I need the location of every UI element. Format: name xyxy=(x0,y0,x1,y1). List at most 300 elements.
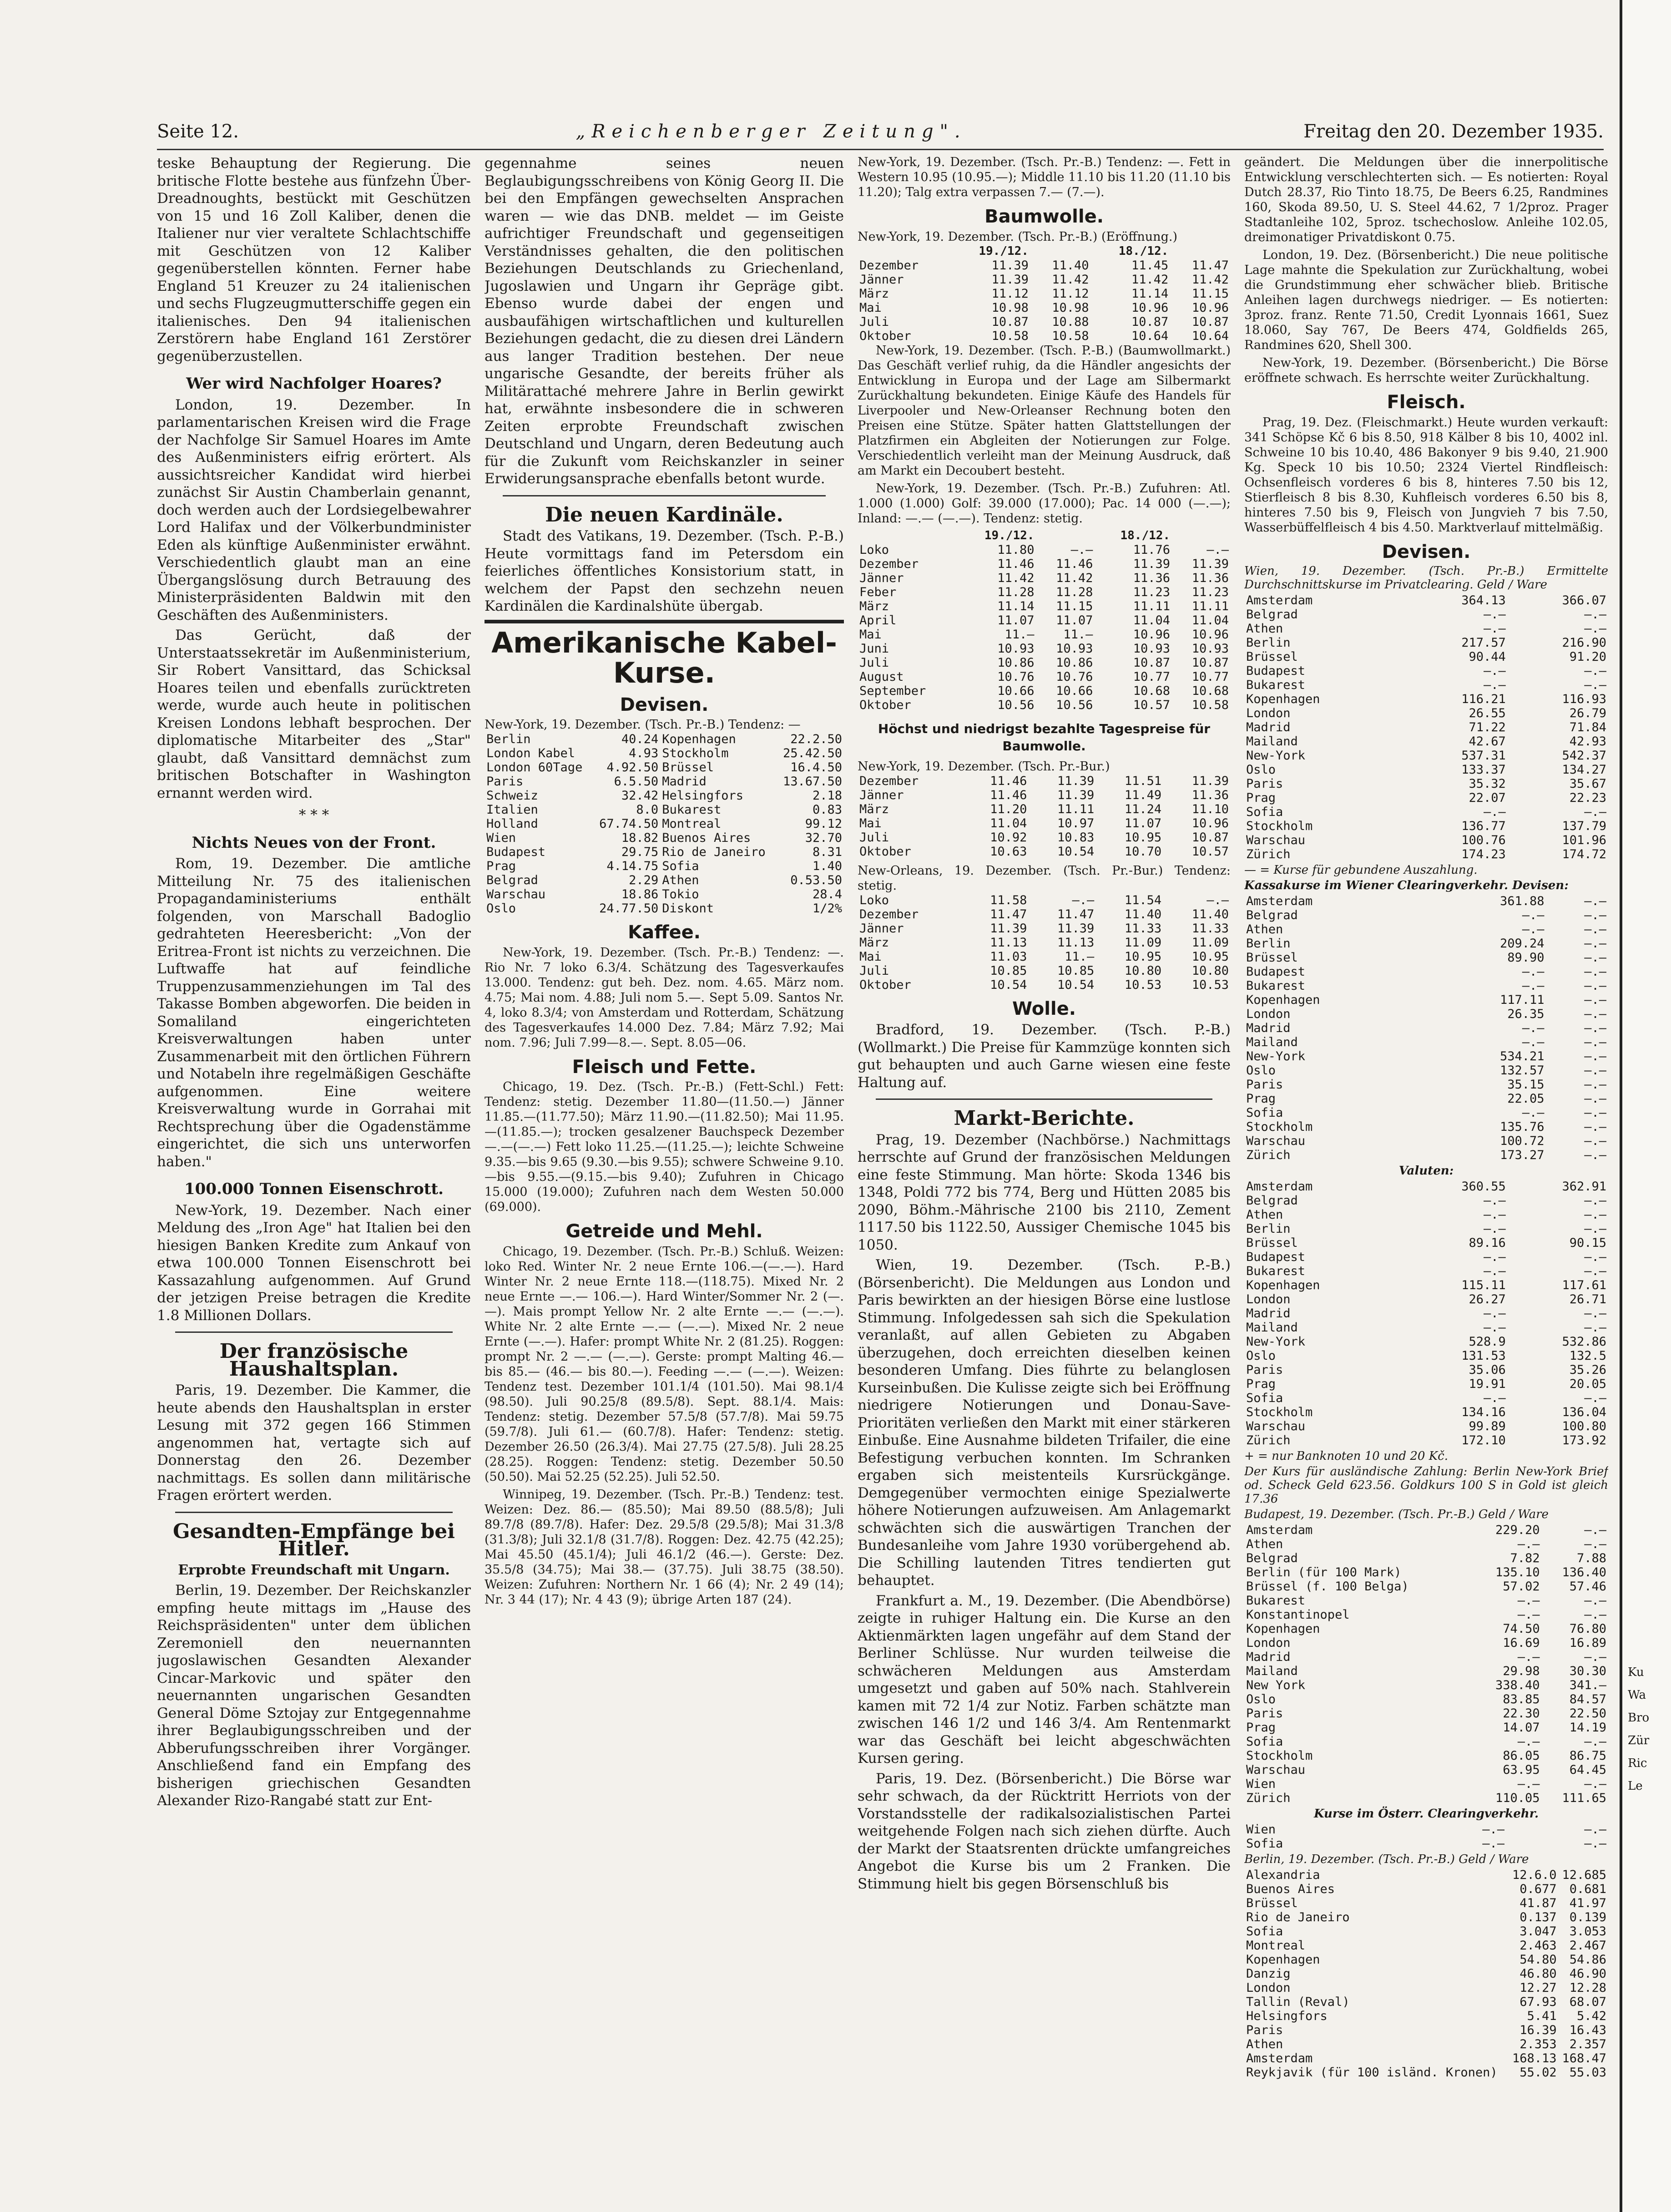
row-value: 100.72 xyxy=(1499,1134,1545,1148)
row-value: —.— xyxy=(1584,951,1606,965)
row-value: 11.46 xyxy=(997,557,1035,571)
row-value: 10.77 xyxy=(1191,669,1229,684)
paragraph: Berlin, 19. Dezember. Der Reichskanzler empfing heute mittags im „Hause des Reichspräsidenten" unter dem üblichen Zeremoniell den neuernannten jugoslawischen Gesandten Alexander Cincar-Markovic und später den neuernannten ungarischen Gesandten General Döme Sztojay zur Entgegennahme ihrer Beglaubigungsschreiben und der Abberufungsschreiben ihrer Vorgänger. Anschließend fand ein Empfang des bisherigen griechischen Gesandten Alexander Rizo-Rangabé statt zur Ent- xyxy=(157,1582,471,1809)
row-label: Oslo xyxy=(1246,1692,1276,1706)
row-value: 4.93 xyxy=(629,746,659,760)
row-label: Jänner xyxy=(859,921,904,936)
row-label: Reykjavik (für 100 isländ. Kronen) xyxy=(1246,2065,1498,2080)
row-value: 11.46 xyxy=(1056,557,1093,571)
row-label: Oktober xyxy=(859,329,911,343)
table-row xyxy=(1244,1537,1608,1551)
valuten-note: + = nur Banknoten 10 und 20 Kč. xyxy=(1244,1449,1448,1463)
row-value: 10.86 xyxy=(1056,655,1093,670)
row-value: —.— xyxy=(1584,1035,1606,1049)
table-row xyxy=(485,859,844,873)
table-row xyxy=(858,816,1231,830)
row-value: —.— xyxy=(1584,1837,1606,1851)
row-value: 10.64 xyxy=(1131,329,1169,343)
row-value: 10.97 xyxy=(1057,816,1095,830)
row-label: Belgrad xyxy=(486,873,538,887)
row-value: 11.51 xyxy=(1124,774,1162,788)
row-value: —.— xyxy=(1584,1021,1606,1035)
row-value: 10.85 xyxy=(1057,963,1095,978)
row-label: Amsterdam xyxy=(1246,894,1313,908)
row-value: 173.92 xyxy=(1562,1433,1606,1448)
baumwolle-report: New-York, 19. Dezember. (Tsch. P.-B.) (Baumwollmarkt.) Das Geschäft verlief ruhig, da die Händler angesichts der Entwicklung in Europa und der Lage am Silbermarkt Zurückhaltung bekundeten. Einige Käufe des Handels für Liverpooler und New-Orleanser Rechnung boten den Preisen eine Stütze. Später hatten Glattstellungen der Platzfirmen ein Abgleiten der Notierungen zur Folge. Verschiedentlich verleiht man der Meinung Ausdruck, daß am Markt ein Decoubert besteht. xyxy=(858,343,1231,478)
row-value: 117.11 xyxy=(1499,993,1545,1007)
row-value: —.— xyxy=(1522,965,1545,979)
headline-hitler: Gesandten-Empfänge bei Hitler. xyxy=(172,1519,455,1560)
row-value: —.— xyxy=(1483,1208,1506,1222)
row-value: —.— xyxy=(1584,993,1606,1007)
table-row xyxy=(858,571,1231,585)
row-value: —.— xyxy=(1517,1537,1540,1551)
row-value: —.— xyxy=(1207,542,1229,557)
table-row xyxy=(1244,2009,1608,2023)
row-value: 10.80 xyxy=(1191,963,1229,978)
table-row xyxy=(1244,1292,1608,1306)
row-value: 11.39 xyxy=(1057,921,1095,936)
row-label: Oktober xyxy=(859,844,911,859)
berlin-table xyxy=(1244,1868,1608,2080)
row-value: 11.09 xyxy=(1124,935,1162,950)
row-label: März xyxy=(859,802,889,816)
row-label: Budapest xyxy=(486,845,546,859)
table-row xyxy=(1244,1179,1608,1194)
row-value: —.— xyxy=(1584,1092,1606,1106)
row-value: 0.137 xyxy=(1520,1910,1557,1924)
row-label: Dezember xyxy=(859,258,919,273)
divider xyxy=(876,1098,1212,1100)
row-value: 10.95 xyxy=(1191,949,1229,964)
row-value: 137.79 xyxy=(1562,819,1606,833)
table-row xyxy=(1244,1896,1608,1910)
row-value: 11.15 xyxy=(1056,599,1093,613)
table-row xyxy=(485,803,844,817)
row-value: 11.13 xyxy=(990,935,1027,950)
row-label: Athen xyxy=(1246,1208,1283,1222)
table-row xyxy=(1244,1678,1608,1692)
table-header-row xyxy=(858,529,1231,543)
row-value: 2.29 xyxy=(629,873,659,887)
row-label: Wien xyxy=(486,831,516,845)
table-row xyxy=(1244,1377,1608,1391)
berlin-note: Der Kurs für ausländische Zahlung: Berlin New-York Brief od. Scheck Geld 623.56. Goldkurs 100 S in Gold ist gleich 17.36 xyxy=(1244,1465,1608,1506)
table-row xyxy=(1244,1035,1608,1049)
baumwolle-header-2: New-York, 19. Dezember. (Tsch. Pr.-B.) Zufuhren: Atl. 1.000 (1.000) Golf: 39.000 (17.000); Pac. 14 000 (—.—); Inland: —.— (—.—). Tendenz: stetig. xyxy=(858,481,1231,526)
budapest-header: Budapest, 19. Dezember. (Tsch. Pr.-B.) Geld / Ware xyxy=(1244,1508,1549,1521)
row-value: 11.39 xyxy=(991,258,1029,273)
column-4 xyxy=(1244,155,1608,2193)
table-row xyxy=(1244,1092,1608,1106)
row-label: London Kabel xyxy=(486,746,576,760)
row-label: Sofia xyxy=(1246,1924,1283,1939)
table-row xyxy=(1244,1837,1608,1851)
row-value: 13.67.50 xyxy=(782,774,842,789)
row-value: —.— xyxy=(1522,979,1545,993)
row-value: 11.20 xyxy=(990,802,1027,816)
article-continuation: gegennahme seines neuen Beglaubigungsschreibens von König Georg II. Die bei den Empfängen gewechselten Ansprachen waren — wie das DNB. meldet — im Geiste aufrichtiger Freundschaft und gegenseitigen Verständnisses gehalten, die den politischen Beziehungen Deutschlands zu Griechenland, Jugoslawien und Ungarn ihr Gepräge gibt. Ebenso wurde dabei der engen und ausbaufähigen wirtschaftlichen und kulturellen Beziehungen gedacht, die zu diesen drei Ländern aus langer Tradition bestehen. Der neue ungarische Gesandte, der bereits früher als Militärattaché mehrere Jahre in Berlin gewirkt hat, erwähnte insbesondere die in schweren Zeiten erprobte Freundschaft zwischen Deutschland und Ungarn, deren Bedeutung auch für die Zukunft vom Reichskanzler in seiner Erwiderungsansprache ebenfalls betont wurde. xyxy=(485,155,844,487)
row-value: 11.36 xyxy=(1133,571,1171,585)
row-value: 30.30 xyxy=(1569,1664,1606,1678)
row-value: —.— xyxy=(1522,922,1545,936)
row-value: 10.54 xyxy=(1057,977,1095,992)
article-continuation: teske Behauptung der Regierung. Die britische Flotte bestehe aus fünfzehn Über-Dreadnoughts, bestückt mit Geschützen von 15 und 16 Zoll Kaliber, denen die Italiener nur vier veraltete Schlachtschiffe mit Geschützen von 12 Kaliber gegenüberstellen könnten. Ferner habe England 51 Kreuzer zu 24 italienischen und sechs Flugzeugmutterschiffe gegen ein italienisches. Den 94 italienischen Zerstörern habe England 161 Zerstörer gegenüberzustellen. xyxy=(157,155,471,364)
row-value: 32.42 xyxy=(621,789,659,803)
table-row xyxy=(485,901,844,916)
row-label: Athen xyxy=(1246,622,1283,636)
row-label: Zürich xyxy=(1246,1148,1291,1162)
table-header-row xyxy=(858,244,1231,258)
row-label: Brüssel xyxy=(662,760,714,774)
row-label: Brüssel xyxy=(1246,650,1298,664)
row-label: Brüssel xyxy=(1246,1236,1298,1250)
table-row xyxy=(1244,1868,1608,1882)
column-header xyxy=(1030,244,1091,258)
issue-date: Freitag den 20. Dezember 1935. xyxy=(1303,121,1604,142)
row-value: 10.93 xyxy=(1056,641,1093,656)
row-value: 11.46 xyxy=(990,788,1027,802)
row-label: Dezember xyxy=(859,774,919,788)
row-label: Sofia xyxy=(662,859,699,873)
row-value: 100.76 xyxy=(1461,833,1506,847)
row-label: Amsterdam xyxy=(1246,1179,1313,1194)
table-row xyxy=(1244,1306,1608,1321)
row-value: 12.6.0 xyxy=(1512,1868,1557,1882)
row-label: Brüssel (f. 100 Belga) xyxy=(1246,1579,1409,1594)
row-label: Mai xyxy=(859,816,882,830)
baumwolle-table xyxy=(858,244,1231,343)
table-row xyxy=(1244,951,1608,965)
row-label: Brüssel xyxy=(1246,951,1298,965)
row-value: 11.47 xyxy=(1057,907,1095,921)
row-value: 10.58 xyxy=(1052,329,1089,343)
valuten-table xyxy=(1244,1179,1608,1448)
kurse-note: — = Kurse für gebundene Auszahlung. xyxy=(1244,863,1478,877)
column-header xyxy=(858,529,959,543)
row-value: 361.88 xyxy=(1499,894,1545,908)
table-row xyxy=(1244,1995,1608,2009)
table-row xyxy=(1244,1608,1608,1622)
row-value: 10.64 xyxy=(1191,329,1229,343)
row-value: 35.06 xyxy=(1469,1363,1506,1377)
table-row xyxy=(1244,1749,1608,1763)
row-label: Loko xyxy=(859,893,889,907)
adjacent-text-fragment: Ric xyxy=(1628,1756,1647,1770)
paris-report: Paris, 19. Dez. (Börsenbericht.) Die Börse war sehr schwach, da der Rücktritt Herriots von der Vorstandsstelle der radikalsozialistischen Partei weitgehende Folgen nach sich ziehen dürfte. Auch der Markt der Staatsrenten drückte umfangreiches Angebot die Kurse bis um 2 Franken. Die Stimmung hielt bis gegen Börsenschluß bis xyxy=(858,1770,1231,1892)
table-row xyxy=(1244,1250,1608,1264)
row-label: Belgrad xyxy=(1246,1551,1298,1565)
table-row xyxy=(1244,692,1608,706)
table-row xyxy=(1244,1433,1608,1448)
table-row xyxy=(1244,2023,1608,2037)
table-row xyxy=(1244,1735,1608,1749)
table-row xyxy=(485,732,844,746)
row-label: Wien xyxy=(1246,1777,1276,1791)
row-label: März xyxy=(859,935,889,950)
row-value: 18.86 xyxy=(621,887,659,901)
row-value: 110.05 xyxy=(1495,1791,1540,1805)
row-label: Mai xyxy=(859,627,882,642)
divider xyxy=(175,1512,453,1513)
row-label: Oslo xyxy=(1246,763,1276,777)
table-row xyxy=(1244,607,1608,622)
table-row xyxy=(858,273,1231,287)
row-label: Stockholm xyxy=(1246,1749,1313,1763)
row-value: 10.98 xyxy=(991,300,1029,315)
row-label: Prag xyxy=(1246,1377,1276,1391)
table-row xyxy=(1244,922,1608,936)
table-row xyxy=(1244,1622,1608,1636)
winnipeg-report: Winnipeg, 19. Dezember. (Tsch. Pr.-B.) Tendenz: test. Weizen: Dez. 86.— (85.50); Mai 89.50 (88.5/8); Juli 89.7/8 (89.7/8). Hafer: Dez. 29.5/8 (29.5/8); Mai 31.3/8 (31.3/8); Juli 32.1/8 (31.7/8). Roggen: Dez. 42.75 (42.25); Mai 45.50 (45.1/4); Juli 46.1/2 (46.—). Gerste: Dez. 35.5/8 (34.75); Mai 38.— (37.75). Juli 38.75 (38.50). Weizen: Zufuhren: Northern Nr. 1 66 (4); Nr. 2 49 (14); Nr. 3 44 (17); Nr. 4 43 (9); übrige Arten 187 (24). xyxy=(485,1487,844,1607)
paragraph: Stadt des Vatikans, 19. Dezember. (Tsch. P.-B.) Heute vormittags fand im Petersdom ein feierliches öffentliches Konsistorium statt, in welchem der Papst den sechzehn neuen Kardinälen die Kardinalshüte übergab. xyxy=(485,528,844,614)
row-value: 532.86 xyxy=(1562,1335,1606,1349)
row-value: 10.80 xyxy=(1124,963,1162,978)
row-value: 2.467 xyxy=(1569,1939,1606,1953)
headline-front: Nichts Neues von der Front. xyxy=(192,833,436,852)
table-row xyxy=(1244,720,1608,734)
row-value: 10.70 xyxy=(1124,844,1162,859)
oesterr-table xyxy=(1244,1822,1608,1851)
column-header xyxy=(1170,244,1231,258)
row-value: 86.75 xyxy=(1569,1749,1606,1763)
row-value: —.— xyxy=(1072,893,1095,907)
table-row xyxy=(1244,622,1608,636)
row-value: 16.39 xyxy=(1520,2023,1557,2037)
table-row xyxy=(1244,2037,1608,2051)
table-row xyxy=(1244,1078,1608,1092)
row-value: 42.93 xyxy=(1569,734,1606,749)
row-value: 528.9 xyxy=(1469,1335,1506,1349)
row-value: 22.50 xyxy=(1569,1706,1606,1721)
row-value: —.— xyxy=(1522,1035,1545,1049)
paris-continuation: geändert. Die Meldungen über die innerpolitische Entwicklung verschlechterten sich. — Es notierten: Royal Dutch 28.37, Rio Tinto 18.75, De Beers 6.25, Randmines 160, Skoda 89.50, U. S. Steel 44.62, 7 1/2proz. Prager Stadtanleihe 102, 5proz. tschechoslow. Anleihe 102.05, dreimonatiger Privatdiskont 0.75. xyxy=(1244,155,1608,244)
table-row xyxy=(1244,894,1608,908)
table-row xyxy=(858,258,1231,273)
row-value: 67.93 xyxy=(1520,1995,1557,2009)
row-value: 10.57 xyxy=(1191,844,1229,859)
row-value: 10.87 xyxy=(1191,655,1229,670)
row-label: Mailand xyxy=(1246,1035,1298,1049)
table-row xyxy=(1244,993,1608,1007)
table-row xyxy=(1244,2065,1608,2080)
row-label: London xyxy=(1246,1007,1291,1021)
table-row xyxy=(1244,1777,1608,1791)
table-row xyxy=(1244,1650,1608,1664)
row-value: 10.77 xyxy=(1133,669,1171,684)
row-value: 8.31 xyxy=(812,845,842,859)
table-row xyxy=(1244,1763,1608,1777)
row-value: 10.56 xyxy=(1056,698,1093,712)
row-value: 101.96 xyxy=(1562,833,1606,847)
hoechst-table xyxy=(858,774,1231,859)
kassakurse-table xyxy=(1244,894,1608,1162)
row-value: —.— xyxy=(1483,805,1506,819)
table-row xyxy=(1244,1692,1608,1706)
table-row xyxy=(858,893,1231,907)
row-label: Mailand xyxy=(1246,734,1298,749)
row-label: Bukarest xyxy=(1246,678,1306,692)
baumwolle-header: New-York, 19. Dezember. (Tsch. Pr.-B.) (Eröffnung.) xyxy=(858,229,1177,244)
table-row xyxy=(858,628,1231,642)
table-row xyxy=(1244,1363,1608,1377)
row-value: 11.47 xyxy=(1191,258,1229,273)
row-value: 360.55 xyxy=(1461,1179,1506,1194)
row-value: —.— xyxy=(1584,1777,1606,1791)
row-value: —.— xyxy=(1584,1594,1606,1608)
row-value: 11.76 xyxy=(1133,542,1171,557)
row-value: 11.23 xyxy=(1191,585,1229,599)
row-label: Brüssel xyxy=(1246,1896,1298,1910)
row-label: März xyxy=(859,286,889,301)
row-label: Dezember xyxy=(859,907,919,921)
row-value: —.— xyxy=(1584,979,1606,993)
row-value: 26.27 xyxy=(1469,1292,1506,1306)
row-value: 11.12 xyxy=(1052,286,1089,301)
row-label: Prag xyxy=(1246,1721,1276,1735)
row-value: 10.85 xyxy=(990,963,1027,978)
section-baumwolle: Baumwolle. xyxy=(984,206,1104,227)
row-label: Kopenhagen xyxy=(1246,1953,1320,1967)
table-row xyxy=(1244,847,1608,861)
row-value: —.— xyxy=(1584,664,1606,678)
row-value: 364.13 xyxy=(1461,593,1506,607)
row-value: 10.54 xyxy=(990,977,1027,992)
row-value: —.— xyxy=(1522,1021,1545,1035)
row-value: —.— xyxy=(1584,1608,1606,1622)
row-value: 133.37 xyxy=(1461,763,1506,777)
row-value: 10.95 xyxy=(1124,949,1162,964)
row-label: Paris xyxy=(1246,777,1283,791)
row-value: 11.58 xyxy=(990,893,1027,907)
row-value: —.— xyxy=(1584,894,1606,908)
row-value: 11.39 xyxy=(1191,557,1229,571)
column-1 xyxy=(157,155,471,2193)
row-value: 172.10 xyxy=(1461,1433,1506,1448)
row-value: —.— xyxy=(1584,1049,1606,1063)
row-value: 11.14 xyxy=(1131,286,1169,301)
row-value: 11.04 xyxy=(1133,613,1171,628)
row-value: 83.85 xyxy=(1503,1692,1540,1706)
row-label: Helsingfors xyxy=(662,789,744,803)
row-value: 132.57 xyxy=(1499,1063,1545,1078)
row-value: 1/2% xyxy=(812,901,842,916)
prag-report: Prag, 19. Dezember (Nachbörse.) Nachmittags herrschte auf Grund der französischen Meldungen eine feste Stimmung. Man hörte: Skoda 1346 bis 1348, Poldi 772 bis 774, Berg und Hütten 2085 bis 2090, Böhm.-Mährische 2100 bis 2110, Zement 1117.50 bis 1122.50, Aussiger Chemische 1045 bis 1050. xyxy=(858,1131,1231,1253)
row-label: Athen xyxy=(662,873,699,887)
row-value: 16.89 xyxy=(1569,1636,1606,1650)
row-value: 11.40 xyxy=(1124,907,1162,921)
row-value: 11.28 xyxy=(997,585,1035,599)
row-value: 116.93 xyxy=(1562,692,1606,706)
row-value: —.— xyxy=(1483,1306,1506,1321)
row-label: London 60Tage xyxy=(486,760,583,774)
table-row xyxy=(1244,1321,1608,1335)
row-label: New-York xyxy=(1246,749,1306,763)
row-value: 338.40 xyxy=(1495,1678,1540,1692)
budapest-table xyxy=(1244,1523,1608,1805)
row-label: Schweiz xyxy=(486,789,538,803)
row-value: —.— xyxy=(1584,1650,1606,1664)
row-value: 2.357 xyxy=(1569,2037,1606,2051)
hoechst-header: New-York, 19. Dezember. (Tsch. Pr.-Bur.) xyxy=(858,759,1110,774)
row-value: —.— xyxy=(1522,1106,1545,1120)
wolle-report: Bradford, 19. Dezember. (Tsch. P.-B.) (Wollmarkt.) Die Preise für Kammzüge konnten sich gut behaupten und auch Garne wiesen eine feste Haltung auf. xyxy=(858,1022,1231,1091)
row-value: 136.40 xyxy=(1562,1565,1606,1579)
row-value: 71.84 xyxy=(1569,720,1606,734)
table-row xyxy=(858,642,1231,656)
row-value: 55.02 xyxy=(1520,2065,1557,2080)
row-value: 76.80 xyxy=(1569,1622,1606,1636)
row-value: 0.83 xyxy=(812,803,842,817)
table-row xyxy=(1244,819,1608,833)
row-value: 0.139 xyxy=(1569,1910,1606,1924)
row-value: —.— xyxy=(1584,1391,1606,1405)
row-value: 28.4 xyxy=(812,887,842,901)
row-value: 10.92 xyxy=(990,830,1027,845)
row-value: 35.15 xyxy=(1507,1078,1545,1092)
table-row xyxy=(1244,1335,1608,1349)
table-row xyxy=(485,817,844,831)
row-label: Warschau xyxy=(1246,833,1306,847)
row-value: 26.79 xyxy=(1569,706,1606,720)
table-row xyxy=(1244,749,1608,763)
row-label: Sofia xyxy=(1246,1106,1283,1120)
row-value: 54.80 xyxy=(1520,1953,1557,1967)
row-label: Tallin (Reval) xyxy=(1246,1995,1350,2009)
row-value: 32.70 xyxy=(805,831,842,845)
column-header: 18./12. xyxy=(1118,244,1169,258)
row-value: 366.07 xyxy=(1562,593,1606,607)
row-value: 26.71 xyxy=(1569,1292,1606,1306)
row-value: 26.35 xyxy=(1507,1007,1545,1021)
row-value: —.— xyxy=(1584,1078,1606,1092)
row-label: Warschau xyxy=(1246,1419,1306,1433)
row-value: 0.53.50 xyxy=(790,873,842,887)
row-label: Athen xyxy=(1246,1537,1283,1551)
row-label: Madrid xyxy=(662,774,707,789)
row-label: Konstantinopel xyxy=(1246,1608,1350,1622)
table-row xyxy=(858,329,1231,343)
row-label: Jänner xyxy=(859,272,904,287)
page-number: Seite 12. xyxy=(157,121,239,142)
table-row xyxy=(858,287,1231,301)
divider xyxy=(175,1331,453,1333)
table-row xyxy=(1244,1419,1608,1433)
row-value: 10.96 xyxy=(1131,300,1169,315)
table-row xyxy=(1244,1551,1608,1565)
row-label: Zürich xyxy=(1246,847,1291,861)
row-value: 84.57 xyxy=(1569,1692,1606,1706)
row-value: 11.33 xyxy=(1124,921,1162,936)
row-label: Prag xyxy=(1246,791,1276,805)
oesterr-title: Kurse im Österr. Clearingverkehr. xyxy=(1313,1807,1539,1821)
fleisch-report: Chicago, 19. Dez. (Tsch. Pr.-B.) (Fett-Schl.) Fett: Tendenz: stetig. Dezember 11.80—(11.50.—) Jänner 11.85.—(11.77.50); März 11.90.—(11.82.50); Mai 11.95.—(11.85.—); trocken gesalzener Bauchspeck Dezember —.—(—.—) Fett loko 11.25.—(11.25.—); leichte Schweine 9.35.—bis 9.65 (9.30.—bis 9.55); schwere Schweine 9.10.—bis 9.55.—(9.15.—bis 9.40); Zufuhren in Chicago 15.000 (19.000); Zufuhren nach dem Westen 50.000 (69.000). xyxy=(485,1080,844,1214)
row-label: Budapest xyxy=(1246,1250,1306,1264)
row-value: 135.10 xyxy=(1495,1565,1540,1579)
section-marktberichte: Markt-Berichte. xyxy=(954,1107,1135,1130)
table-row xyxy=(1244,1063,1608,1078)
row-value: 11.40 xyxy=(1191,907,1229,921)
row-label: Paris xyxy=(1246,2023,1283,2037)
row-value: —.— xyxy=(1483,1250,1506,1264)
table-row xyxy=(1244,734,1608,749)
table-row xyxy=(1244,1194,1608,1208)
row-value: —.— xyxy=(1584,1523,1606,1537)
row-label: Madrid xyxy=(1246,1306,1291,1321)
row-label: Dezember xyxy=(859,557,919,571)
table-row xyxy=(1244,908,1608,922)
row-label: Amsterdam xyxy=(1246,593,1313,607)
